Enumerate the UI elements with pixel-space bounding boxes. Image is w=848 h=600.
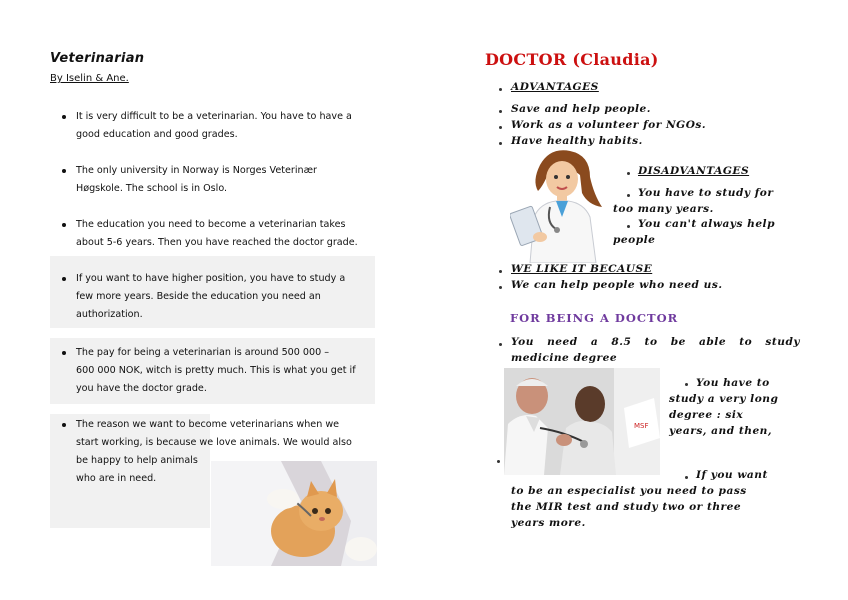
bullet-dot-icon bbox=[62, 277, 66, 281]
bullet-dot-icon bbox=[499, 270, 502, 273]
list-item-text: who are in need. bbox=[76, 473, 157, 484]
list-item bbox=[62, 162, 374, 198]
list-item-text: If you want to have higher position, you have to study a bbox=[76, 273, 346, 284]
bullet-dot-icon bbox=[627, 225, 630, 228]
list-item-text: The education you need to become a veterinarian takes bbox=[76, 219, 346, 230]
advantage-item: Work as a volunteer for NGOs. bbox=[511, 119, 707, 131]
bullet-dot-icon bbox=[627, 194, 630, 197]
svg-text:MSF: MSF bbox=[634, 422, 649, 430]
doctor-title: DOCTOR (Claudia) bbox=[485, 50, 659, 69]
study-item: study a very long bbox=[669, 393, 779, 405]
advantages-heading: ADVANTAGES bbox=[511, 81, 599, 93]
list-item bbox=[62, 108, 374, 144]
advantage-item: Save and help people. bbox=[511, 103, 651, 115]
list-item bbox=[62, 344, 374, 398]
like-heading: WE LIKE IT BECAUSE bbox=[511, 263, 653, 275]
list-item-text: The only university in Norway is Norges Veterinær bbox=[76, 165, 317, 176]
disadvantage-item: You can't always help bbox=[638, 218, 775, 230]
disadvantages-heading: DISADVANTAGES bbox=[638, 165, 750, 177]
being-doctor-heading: FOR BEING A DOCTOR bbox=[510, 311, 679, 325]
doctor-examining-child-photo-icon bbox=[504, 368, 660, 475]
list-item-text: be happy to help animals bbox=[76, 455, 198, 466]
list-item-text: It is very difficult to be a veterinarian. You have to have a bbox=[76, 111, 352, 122]
disadvantage-item: people bbox=[613, 234, 656, 246]
disadvantage-item: You have to study for bbox=[638, 187, 774, 199]
list-item bbox=[62, 270, 374, 324]
bullet-dot-icon bbox=[499, 110, 502, 113]
bullet-dot-icon bbox=[499, 343, 502, 346]
list-item-text: 600 000 NOK, witch is pretty much. This is what you get if bbox=[76, 365, 356, 376]
author-byline: By Iselin & Ane. bbox=[50, 73, 129, 84]
vet-examining-kitten-photo-icon bbox=[211, 461, 377, 566]
bullet-dot-icon bbox=[685, 476, 688, 479]
female-doctor-illustration-icon bbox=[510, 145, 613, 263]
bullet-dot-icon bbox=[685, 383, 688, 386]
bullet-dot-icon bbox=[499, 126, 502, 129]
disadvantage-item: too many years. bbox=[613, 203, 714, 215]
like-text: We can help people who need us. bbox=[511, 279, 723, 291]
list-item-text: authorization. bbox=[76, 309, 143, 320]
list-item-text: The reason we want to become veterinarians when we bbox=[76, 419, 340, 430]
doctor-column bbox=[424, 0, 848, 600]
list-item-text: Høgskole. The school is in Oslo. bbox=[76, 183, 228, 194]
bullet-dot-icon bbox=[62, 115, 66, 119]
list-item-text: few more years. Beside the education you need an bbox=[76, 291, 321, 302]
bullet-dot-icon bbox=[62, 169, 66, 173]
specialist-item: If you want bbox=[696, 469, 768, 481]
bullet-dot-icon bbox=[62, 351, 66, 355]
bullet-dot-icon bbox=[499, 142, 502, 145]
bullet-dot-icon bbox=[62, 223, 66, 227]
list-item-text: good education and good grades. bbox=[76, 129, 238, 140]
study-item: years, and then, bbox=[669, 425, 773, 437]
list-item-text: you have the doctor grade. bbox=[76, 383, 207, 394]
list-item-text: start working, is because we love animals. We would also bbox=[76, 437, 352, 448]
list-item-text: The pay for being a veterinarian is around 500 000 – bbox=[76, 347, 330, 358]
advantage-item: Have healthy habits. bbox=[511, 135, 643, 147]
requirement-item: medicine degree bbox=[511, 352, 618, 364]
page-title: Veterinarian bbox=[50, 51, 145, 66]
list-item-text: about 5-6 years. Then you have reached the doctor grade. bbox=[76, 237, 358, 248]
bullet-dot-icon bbox=[497, 460, 500, 463]
list-item bbox=[62, 216, 374, 252]
bullet-dot-icon bbox=[62, 423, 66, 427]
bullet-dot-icon bbox=[627, 172, 630, 175]
specialist-item: years more. bbox=[511, 517, 586, 529]
bullet-dot-icon bbox=[499, 88, 502, 91]
study-item: You have to bbox=[696, 377, 770, 389]
specialist-item: the MIR test and study two or three bbox=[511, 501, 742, 513]
specialist-item: to be an especialist you need to pass bbox=[511, 485, 747, 497]
requirement-item: You need a 8.5 to be able to study bbox=[511, 336, 801, 348]
study-item: degree : six bbox=[669, 409, 744, 421]
bullet-dot-icon bbox=[499, 286, 502, 289]
